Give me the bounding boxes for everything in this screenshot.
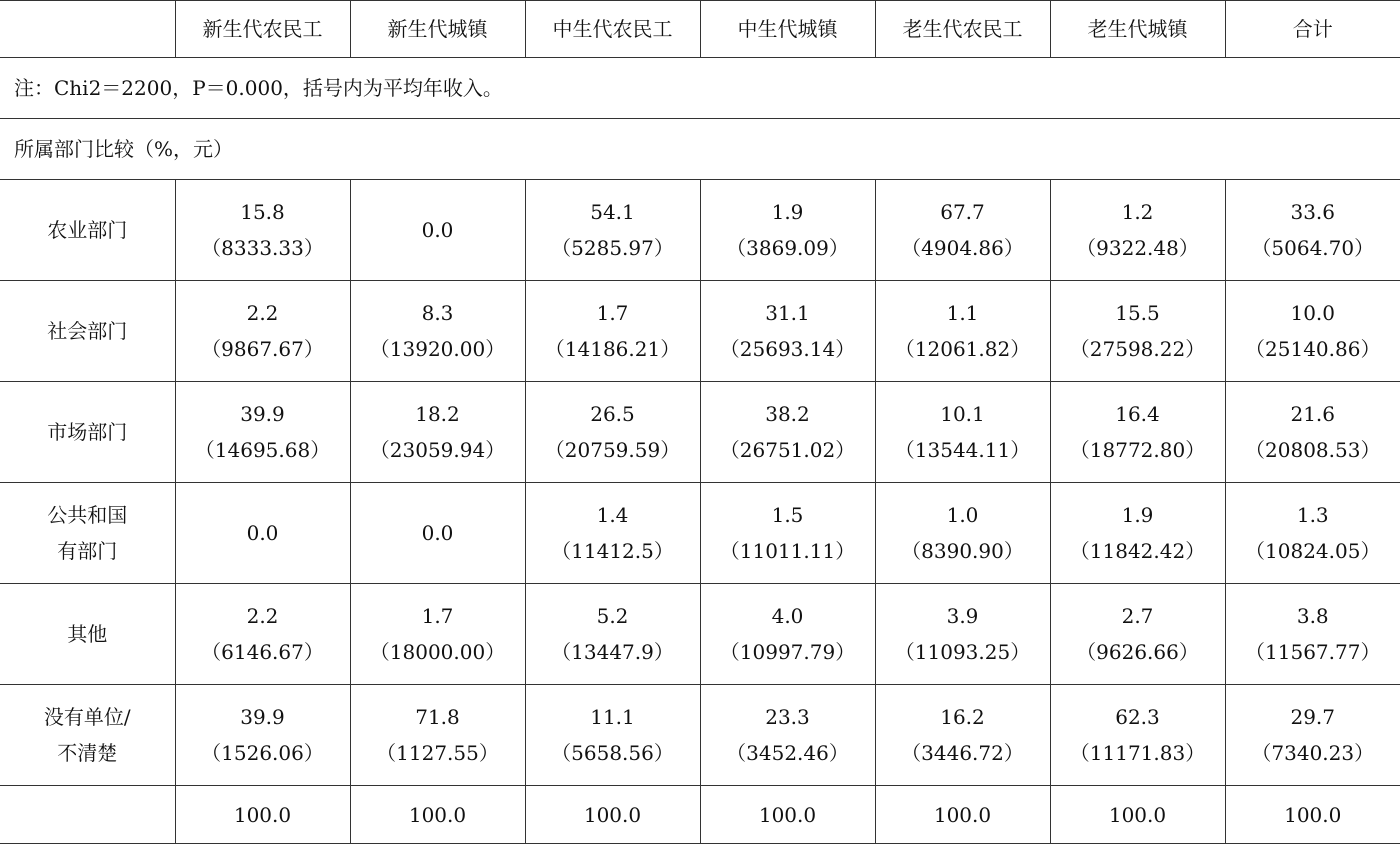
income-value: （7340.23） (1251, 741, 1375, 765)
data-cell (1050, 382, 1225, 483)
data-cell (525, 685, 700, 786)
income-value: （25693.14） (719, 337, 856, 361)
data-cell (175, 281, 350, 382)
data-cell (350, 685, 525, 786)
data-cell (875, 281, 1050, 382)
data-cell (1225, 382, 1400, 483)
income-value: （1526.06） (201, 741, 324, 765)
percent-value: 15.5 (1115, 301, 1160, 325)
income-value: （27598.22） (1069, 337, 1206, 361)
table-note: 注：Chi2＝2200，P＝0.000，括号内为平均年收入。 (0, 58, 1400, 119)
table-row (0, 382, 1400, 483)
percent-value: 2.2 (246, 301, 279, 325)
percent-value: 39.9 (240, 402, 285, 426)
percent-value: 1.3 (1296, 503, 1329, 527)
income-value: （13920.00） (369, 337, 506, 361)
percent-value: 11.1 (590, 705, 635, 729)
total-value: 100.0 (175, 786, 350, 844)
data-cell (700, 584, 875, 685)
data-cell (525, 180, 700, 281)
data-cell (1050, 685, 1225, 786)
table-row (0, 483, 1400, 584)
income-value: （9867.67） (201, 337, 324, 361)
data-cell (875, 382, 1050, 483)
income-value: （11171.83） (1069, 741, 1206, 765)
income-value: （11567.77） (1245, 640, 1381, 664)
data-cell (525, 281, 700, 382)
income-value: （11011.11） (719, 539, 856, 563)
data-cell (175, 584, 350, 685)
row-label: 社会部门 (0, 281, 175, 382)
income-value: （13544.11） (894, 438, 1031, 462)
percent-value: 67.7 (940, 200, 985, 224)
data-cell (350, 281, 525, 382)
column-header: 中生代城镇 (700, 1, 875, 58)
data-cell (875, 483, 1050, 584)
row-label: 市场部门 (0, 382, 175, 483)
percent-value: 54.1 (590, 200, 635, 224)
data-cell (350, 483, 525, 584)
total-label (0, 786, 175, 844)
income-value: （6146.67） (201, 640, 324, 664)
column-header: 老生代农民工 (875, 1, 1050, 58)
row-label: 其他 (0, 584, 175, 685)
percent-value: 1.9 (771, 200, 804, 224)
income-value: （12061.82） (894, 337, 1031, 361)
percent-value: 33.6 (1290, 200, 1336, 224)
row-label: 公共和国 有部门 (0, 483, 175, 584)
income-value: （9322.48） (1076, 236, 1199, 260)
data-cell (1225, 584, 1400, 685)
column-header: 新生代城镇 (350, 1, 525, 58)
percent-value: 1.5 (771, 503, 804, 527)
data-cell (700, 382, 875, 483)
data-cell (700, 685, 875, 786)
column-header: 合计 (1225, 1, 1400, 58)
income-value: （11412.5） (551, 539, 674, 563)
income-value: （8390.90） (901, 539, 1024, 563)
data-cell (350, 382, 525, 483)
percent-value: 39.9 (240, 705, 285, 729)
table-row (0, 584, 1400, 685)
percent-value: 3.9 (946, 604, 979, 628)
data-cell (1225, 281, 1400, 382)
percent-value: 0.0 (421, 218, 454, 242)
percent-value: 0.0 (246, 521, 279, 545)
percent-value: 3.8 (1296, 604, 1329, 628)
percent-value: 10.0 (1290, 301, 1336, 325)
total-value: 100.0 (875, 786, 1050, 844)
income-value: （5658.56） (551, 741, 674, 765)
data-cell (700, 180, 875, 281)
income-value: （9626.66） (1076, 640, 1199, 664)
total-value: 100.0 (1050, 786, 1225, 844)
percent-value: 16.4 (1115, 402, 1160, 426)
income-value: （3869.09） (726, 236, 849, 260)
data-cell (1050, 483, 1225, 584)
percent-value: 31.1 (765, 301, 810, 325)
percent-value: 1.7 (596, 301, 629, 325)
percent-value: 0.0 (421, 521, 454, 545)
data-cell (175, 483, 350, 584)
percent-value: 29.7 (1290, 705, 1336, 729)
data-cell (875, 180, 1050, 281)
percent-value: 16.2 (940, 705, 985, 729)
percent-value: 1.4 (596, 503, 629, 527)
income-value: （20759.59） (544, 438, 681, 462)
percent-value: 1.2 (1121, 200, 1154, 224)
data-cell (700, 281, 875, 382)
data-cell (1050, 180, 1225, 281)
data-cell (350, 584, 525, 685)
percent-value: 5.2 (596, 604, 629, 628)
total-value: 100.0 (350, 786, 525, 844)
percent-value: 1.0 (946, 503, 979, 527)
income-value: （10997.79） (719, 640, 856, 664)
income-value: （14695.68） (194, 438, 331, 462)
income-value: （11842.42） (1069, 539, 1206, 563)
total-value: 100.0 (700, 786, 875, 844)
total-row (0, 786, 1400, 844)
row-label: 农业部门 (0, 180, 175, 281)
income-value: （3446.72） (901, 741, 1024, 765)
income-value: （1127.55） (376, 741, 499, 765)
income-value: （18772.80） (1069, 438, 1206, 462)
table-row (0, 281, 1400, 382)
data-cell (175, 382, 350, 483)
percent-value: 62.3 (1115, 705, 1160, 729)
note-row (0, 58, 1400, 119)
income-value: （10824.05） (1245, 539, 1381, 563)
data-cell (700, 483, 875, 584)
percent-value: 1.7 (421, 604, 454, 628)
total-value: 100.0 (1225, 786, 1400, 844)
percent-value: 1.1 (946, 301, 979, 325)
income-value: （23059.94） (369, 438, 506, 462)
percent-value: 8.3 (421, 301, 454, 325)
data-cell (1225, 180, 1400, 281)
income-value: （14186.21） (544, 337, 681, 361)
data-cell (525, 382, 700, 483)
percent-value: 26.5 (590, 402, 635, 426)
data-cell (1050, 584, 1225, 685)
header-row (0, 1, 1400, 58)
income-value: （26751.02） (719, 438, 856, 462)
income-value: （18000.00） (369, 640, 506, 664)
column-header: 老生代城镇 (1050, 1, 1225, 58)
column-header: 中生代农民工 (525, 1, 700, 58)
income-value: （13447.9） (551, 640, 674, 664)
table-row (0, 180, 1400, 281)
percent-value: 2.2 (246, 604, 279, 628)
percent-value: 21.6 (1290, 402, 1336, 426)
data-cell (1225, 483, 1400, 584)
percent-value: 15.8 (240, 200, 285, 224)
data-cell (525, 584, 700, 685)
income-value: （5064.70） (1251, 236, 1375, 260)
percent-value: 71.8 (415, 705, 460, 729)
percent-value: 10.1 (940, 402, 985, 426)
percent-value: 1.9 (1121, 503, 1154, 527)
income-value: （4904.86） (901, 236, 1024, 260)
percent-value: 4.0 (771, 604, 804, 628)
percent-value: 18.2 (415, 402, 460, 426)
income-value: （5285.97） (551, 236, 674, 260)
total-value: 100.0 (525, 786, 700, 844)
table-row (0, 685, 1400, 786)
section-row (0, 119, 1400, 180)
data-cell (175, 180, 350, 281)
column-header: 新生代农民工 (175, 1, 350, 58)
section-title: 所属部门比较（%，元） (0, 119, 1400, 180)
percent-value: 38.2 (765, 402, 810, 426)
percent-value: 2.7 (1121, 604, 1154, 628)
data-cell (350, 180, 525, 281)
data-cell (875, 685, 1050, 786)
header-corner-cell (0, 1, 175, 58)
income-value: （20808.53） (1245, 438, 1381, 462)
income-value: （8333.33） (201, 236, 324, 260)
data-cell (875, 584, 1050, 685)
data-cell (1225, 685, 1400, 786)
data-cell (175, 685, 350, 786)
data-cell (525, 483, 700, 584)
income-value: （3452.46） (726, 741, 849, 765)
percent-value: 23.3 (765, 705, 810, 729)
data-cell (1050, 281, 1225, 382)
income-value: （25140.86） (1245, 337, 1381, 361)
income-value: （11093.25） (894, 640, 1031, 664)
row-label: 没有单位/ 不清楚 (0, 685, 175, 786)
